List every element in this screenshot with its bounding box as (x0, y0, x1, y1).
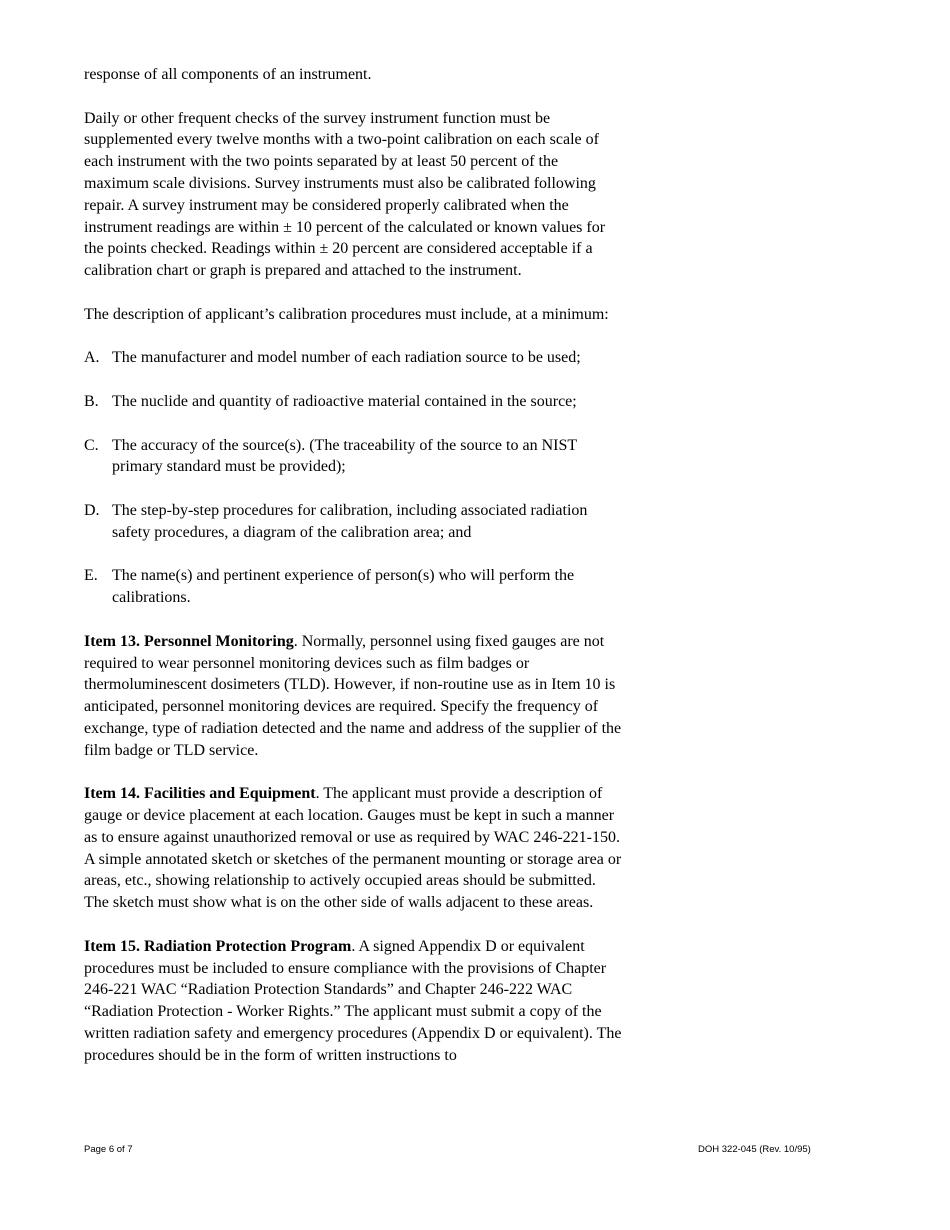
list-item-text: The nuclide and quantity of radioactive material contained in the source; (112, 392, 577, 410)
list-item-letter: B. (84, 392, 99, 410)
item-13-personnel-monitoring (84, 631, 624, 762)
item-14-text: . The applicant must provide a description of gauge or device placement at each location. Gauges must be kept in such a manner as to ensure against unauthorized removal or use as required by WAC 246-221-150. A simple annotated sketch or sketches of the permanent mounting or storage area or areas, etc., showing relationship to actively occupied areas should be submitted. The sketch must show what is on the other side of walls adjacent to these areas. (84, 785, 622, 912)
list-item-letter: D. (84, 501, 100, 519)
list-item-text: The accuracy of the source(s). (The traceability of the source to an NIST primary standard must be provided); (112, 436, 577, 476)
list-item (84, 500, 624, 544)
document-page (84, 64, 624, 1088)
item-13-heading: Item 13. Personnel Monitoring (84, 632, 294, 650)
list-item-letter: E. (84, 567, 98, 585)
list-item (84, 565, 624, 609)
list-item-letter: A. (84, 349, 100, 367)
list-item-text: The name(s) and pertinent experience of person(s) who will perform the calibrations. (112, 567, 575, 607)
footer-page-number: Page 6 of 7 (84, 1144, 133, 1155)
calibration-requirements-list (84, 347, 624, 609)
list-item (84, 391, 624, 413)
list-item (84, 347, 624, 369)
paragraph-calibration-description: The description of applicant’s calibration procedures must include, at a minimum: (84, 305, 609, 323)
footer-form-number: DOH 322-045 (Rev. 10/95) (698, 1144, 811, 1155)
item-15-radiation-protection (84, 936, 624, 1067)
item-13-text: . Normally, personnel using fixed gauges are not required to wear personnel monitoring devices such as film badges or thermoluminescent dosimeters (TLD). However, if non-routine use as in Item 10 is anticipated, personnel monitoring devices are required. Specify the frequency of exchange, type of radiation detected and the name and address of the supplier of the film badge or TLD service. (84, 632, 622, 759)
item-15-text: . A signed Appendix D or equivalent procedures must be included to ensure compliance with the provisions of Chapter 246-221 WAC “Radiation Protection Standards” and Chapter 246-222 WAC “Radiation Protection - Worker Rights.” The applicant must submit a copy of the written radiation safety and emergency procedures (Appendix D or equivalent). The procedures should be in the form of written instructions to (84, 937, 622, 1064)
item-14-facilities-equipment (84, 783, 624, 914)
paragraph-calibration-frequency: Daily or other frequent checks of the survey instrument function must be supplemented every twelve months with a two-point calibration on each scale of each instrument with the two points separated by at least 50 percent of the maximum scale divisions. Survey instruments must also be calibrated following repair. A survey instrument may be considered properly calibrated when the instrument readings are within ± 10 percent of the calculated or known values for the points checked. Readings within ± 20 percent are considered acceptable if a calibration chart or graph is prepared and attached to the instrument. (84, 109, 606, 280)
list-item (84, 435, 624, 479)
list-item-text: The step-by-step procedures for calibration, including associated radiation safety procedures, a diagram of the calibration area; and (112, 501, 588, 541)
item-14-heading: Item 14. Facilities and Equipment (84, 785, 316, 803)
item-15-heading: Item 15. Radiation Protection Program (84, 937, 352, 955)
paragraph-continuation: response of all components of an instrument. (84, 66, 372, 83)
list-item-letter: C. (84, 436, 99, 454)
list-item-text: The manufacturer and model number of each radiation source to be used; (112, 349, 581, 367)
